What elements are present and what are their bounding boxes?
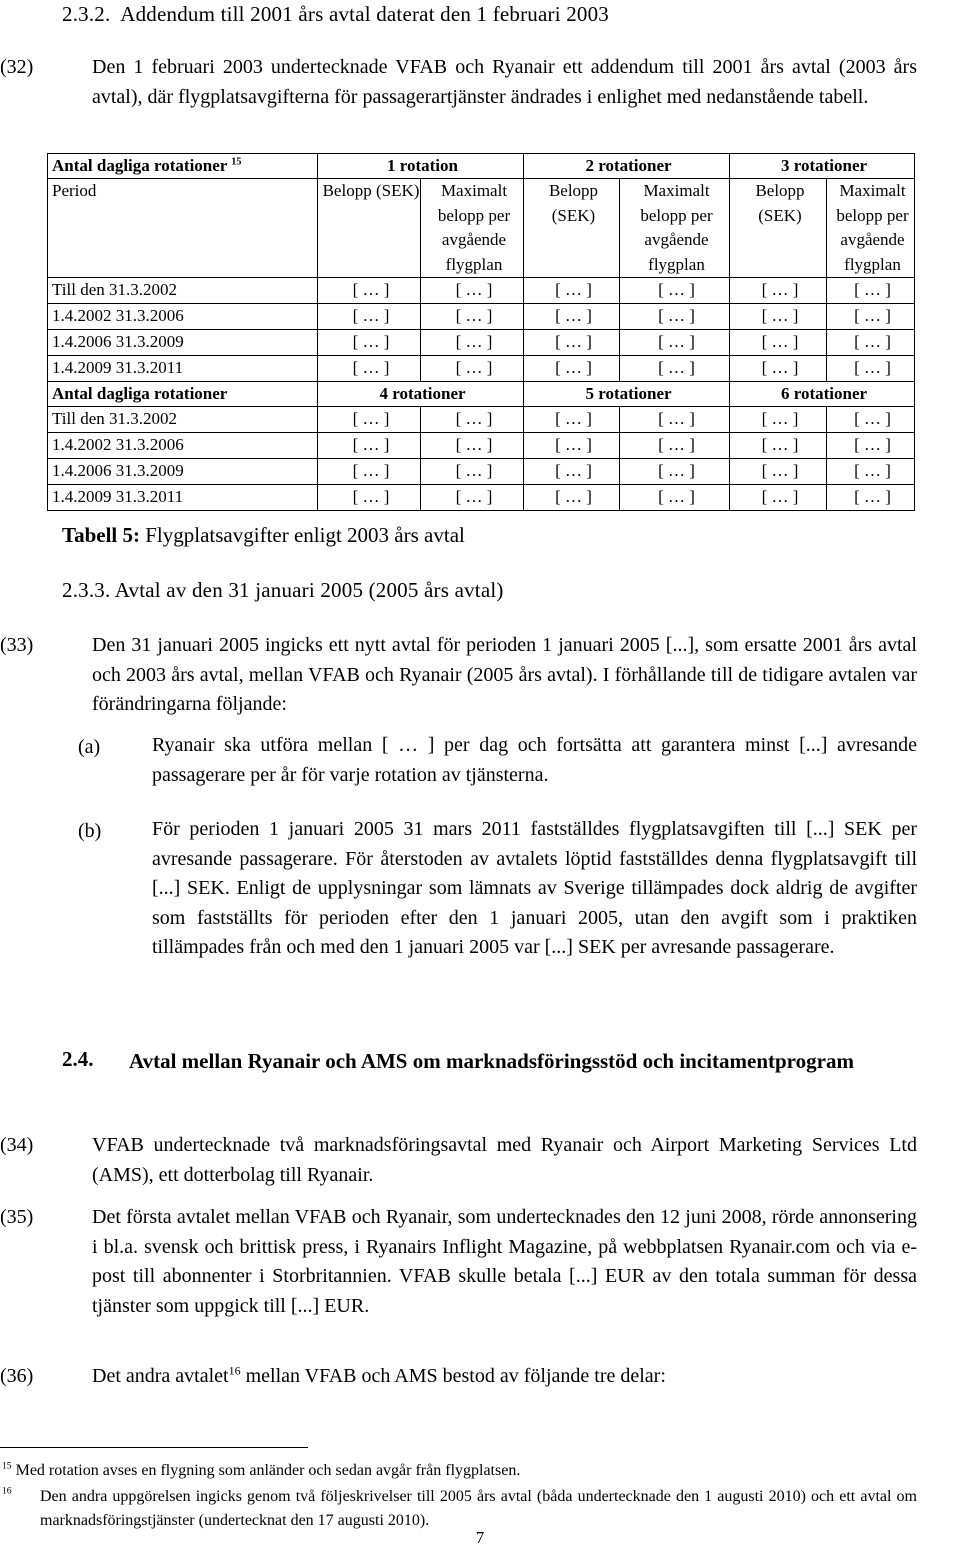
page-number: 7 — [475, 1528, 485, 1547]
value-cell: [ … ] — [524, 278, 620, 304]
value-cell: [ … ] — [524, 356, 620, 382]
period-cell: 1.4.2009 31.3.2011 — [48, 485, 318, 511]
header-group: 2 rotationer — [524, 154, 730, 179]
footnote-number: 15 — [2, 1460, 12, 1472]
paragraph-number: (34) — [0, 1134, 34, 1156]
value-cell: [ … ] — [421, 330, 524, 356]
value-cell: [ … ] — [421, 485, 524, 511]
value-cell: [ … ] — [730, 330, 827, 356]
value-cell: [ … ] — [318, 356, 421, 382]
value-cell: [ … ] — [620, 459, 730, 485]
value-cell: [ … ] — [318, 304, 421, 330]
section-title: Addendum till 2001 års avtal daterat den 1 februari 2003 — [120, 2, 610, 26]
header-label: Antal dagliga rotationer — [48, 382, 318, 407]
period-cell: 1.4.2002 31.3.2006 — [48, 304, 318, 330]
p36-text-before: Det andra avtalet — [92, 1365, 229, 1387]
value-cell: [ … ] — [827, 407, 915, 433]
value-cell: [ … ] — [827, 304, 915, 330]
table-row — [48, 433, 915, 459]
section-title: Avtal av den 31 januari 2005 (2005 års avtal) — [114, 578, 504, 602]
max-header: Maximalt belopp per avgående flygplan — [421, 179, 524, 278]
value-cell: [ … ] — [827, 433, 915, 459]
table-header-row — [48, 154, 915, 179]
table-row — [48, 278, 915, 304]
value-cell: [ … ] — [421, 304, 524, 330]
value-cell: [ … ] — [620, 330, 730, 356]
paragraph-36 — [92, 1362, 917, 1392]
belopp-header: Belopp (SEK) — [730, 179, 827, 278]
period-header: Period — [48, 179, 318, 278]
footnote-divider — [0, 1447, 308, 1448]
value-cell: [ … ] — [524, 485, 620, 511]
header-group: 5 rotationer — [524, 382, 730, 407]
value-cell: [ … ] — [620, 356, 730, 382]
belopp-header: Belopp (SEK) — [524, 179, 620, 278]
header-group: 4 rotationer — [318, 382, 524, 407]
max-header: Maximalt belopp per avgående flygplan — [620, 179, 730, 278]
value-cell: [ … ] — [730, 433, 827, 459]
value-cell: [ … ] — [620, 304, 730, 330]
value-cell: [ … ] — [620, 278, 730, 304]
item-label: (a) — [78, 736, 101, 758]
value-cell: [ … ] — [827, 356, 915, 382]
value-cell: [ … ] — [524, 407, 620, 433]
section-heading-2-3-2 — [62, 2, 609, 27]
footnote-16-number — [2, 1484, 12, 1508]
value-cell: [ … ] — [730, 304, 827, 330]
paragraph-35: Det första avtalet mellan VFAB och Ryanair, som undertecknades den 12 juni 2008, rörde annonsering i bl.a. svensk och brittisk press, i Ryanairs Inflight Magazine, på webbplatsen Ryanair.com och via e-post till abonnenter i Storbritannien. VFAB skulle betala [...] EUR av den totala summan för dessa tjänster som uppgick till [...] EUR. — [92, 1206, 917, 1317]
belopp-header: Belopp (SEK) — [318, 179, 421, 278]
value-cell: [ … ] — [524, 330, 620, 356]
table-row — [48, 407, 915, 433]
value-cell: [ … ] — [421, 433, 524, 459]
section-number: 2.3.3. — [62, 578, 111, 602]
table-row — [48, 459, 915, 485]
header-group: 6 rotationer — [730, 382, 915, 407]
paragraph-33: Den 31 januari 2005 ingicks ett nytt avtal för perioden 1 januari 2005 [...], som ersatte 2001 års avtal och 2003 års avtal, mellan VFAB och Ryanair (2005 års avtal). I förhållande till de tidigare avtalen var förändringarna följande: — [92, 634, 917, 715]
footnote-ref: 15 — [231, 156, 242, 168]
fee-table — [47, 153, 915, 511]
max-header: Maximalt belopp per avgående flygplan — [827, 179, 915, 278]
value-cell: [ … ] — [524, 459, 620, 485]
period-cell: 1.4.2006 31.3.2009 — [48, 330, 318, 356]
value-cell: [ … ] — [827, 278, 915, 304]
table-row — [48, 304, 915, 330]
paragraph-32: Den 1 februari 2003 undertecknade VFAB och Ryanair ett addendum till 2001 års avtal (2003 års avtal), där flygplatsavgifterna för passagerartjänster ändrades i enlighet med nedanstående tabell. — [92, 56, 917, 108]
paragraph-number: (33) — [0, 634, 34, 656]
value-cell: [ … ] — [730, 356, 827, 382]
value-cell: [ … ] — [421, 407, 524, 433]
value-cell: [ … ] — [620, 485, 730, 511]
value-cell: [ … ] — [318, 485, 421, 511]
value-cell: [ … ] — [827, 330, 915, 356]
period-cell: 1.4.2002 31.3.2006 — [48, 433, 318, 459]
value-cell: [ … ] — [730, 459, 827, 485]
table-row — [48, 356, 915, 382]
value-cell: [ … ] — [827, 485, 915, 511]
value-cell: [ … ] — [421, 459, 524, 485]
value-cell: [ … ] — [318, 330, 421, 356]
footnote-ref: 16 — [228, 1363, 241, 1378]
period-cell: Till den 31.3.2002 — [48, 278, 318, 304]
value-cell: [ … ] — [827, 459, 915, 485]
header-group: 1 rotation — [318, 154, 524, 179]
value-cell: [ … ] — [620, 407, 730, 433]
header-group: 3 rotationer — [730, 154, 915, 179]
item-label: (b) — [78, 820, 102, 842]
item-b: För perioden 1 januari 2005 31 mars 2011 fastställdes flygplatsavgiften till [...] SEK per avresande passagerare. För återstoden av avtalets löptid fastställdes denna flygplatsavgift till [...] SEK. Enligt de upplysningar som lämnats av Sverige tillämpades dock aldrig de avgifter som fastställts för perioden efter den 1 januari 2005, utan den avgift som i praktiken tillämpades från och med den 1 januari 2005 var [...] SEK per avresande passagerare. — [152, 818, 917, 958]
paragraph-34: VFAB undertecknade två marknadsföringsavtal med Ryanair och Airport Marketing Services Ltd (AMS), ett dotterbolag till Ryanair. — [92, 1134, 917, 1186]
p36-text-after: mellan VFAB och AMS bestod av följande tre delar: — [245, 1365, 666, 1387]
footnote-number: 16 — [2, 1485, 12, 1497]
value-cell: [ … ] — [524, 304, 620, 330]
value-cell: [ … ] — [318, 278, 421, 304]
value-cell: [ … ] — [421, 356, 524, 382]
section-title-2-4: Avtal mellan Ryanair och AMS om marknadsföringsstöd och incitamentprogram — [129, 1049, 854, 1073]
section-number-2-4: 2.4. — [62, 1047, 94, 1071]
section-heading-2-3-3 — [62, 578, 504, 603]
table-subheader-row — [48, 179, 915, 278]
period-cell: 1.4.2009 31.3.2011 — [48, 356, 318, 382]
footnote-15 — [2, 1459, 520, 1483]
table-row — [48, 485, 915, 511]
period-cell: Till den 31.3.2002 — [48, 407, 318, 433]
value-cell: [ … ] — [318, 459, 421, 485]
footnote-text: Med rotation avses en flygning som anländer och sedan avgår från flygplatsen. — [15, 1462, 521, 1479]
section-number: 2.3.2. — [62, 2, 111, 26]
header-label: Antal dagliga rotationer $^{15}$ — [48, 154, 318, 179]
value-cell: [ … ] — [730, 407, 827, 433]
paragraph-number: (35) — [0, 1206, 34, 1228]
footnote-16-text: Den andra uppgörelsen ingicks genom två följeskrivelser till 2005 års avtal (båda undertecknade den 1 augusti 2010) och ett avtal om marknadsföringstjänster (undertecknat den 17 augusti 2010). — [40, 1488, 917, 1529]
value-cell: [ … ] — [318, 407, 421, 433]
item-a: Ryanair ska utföra mellan [ … ] per dag och fortsätta att garantera minst [...] avresande passagerare per år för varje rotation av tjänsterna. — [152, 734, 917, 786]
paragraph-number: (32) — [0, 56, 34, 78]
period-cell: 1.4.2006 31.3.2009 — [48, 459, 318, 485]
value-cell: [ … ] — [524, 433, 620, 459]
table-caption — [62, 523, 465, 548]
value-cell: [ … ] — [421, 278, 524, 304]
value-cell: [ … ] — [730, 278, 827, 304]
value-cell: [ … ] — [620, 433, 730, 459]
paragraph-number: (36) — [0, 1365, 34, 1387]
caption-prefix: Tabell 5: — [62, 523, 140, 547]
value-cell: [ … ] — [730, 485, 827, 511]
table-row — [48, 330, 915, 356]
caption-text: Flygplatsavgifter enligt 2003 års avtal — [145, 523, 465, 547]
value-cell: [ … ] — [318, 433, 421, 459]
table-header-row — [48, 382, 915, 407]
